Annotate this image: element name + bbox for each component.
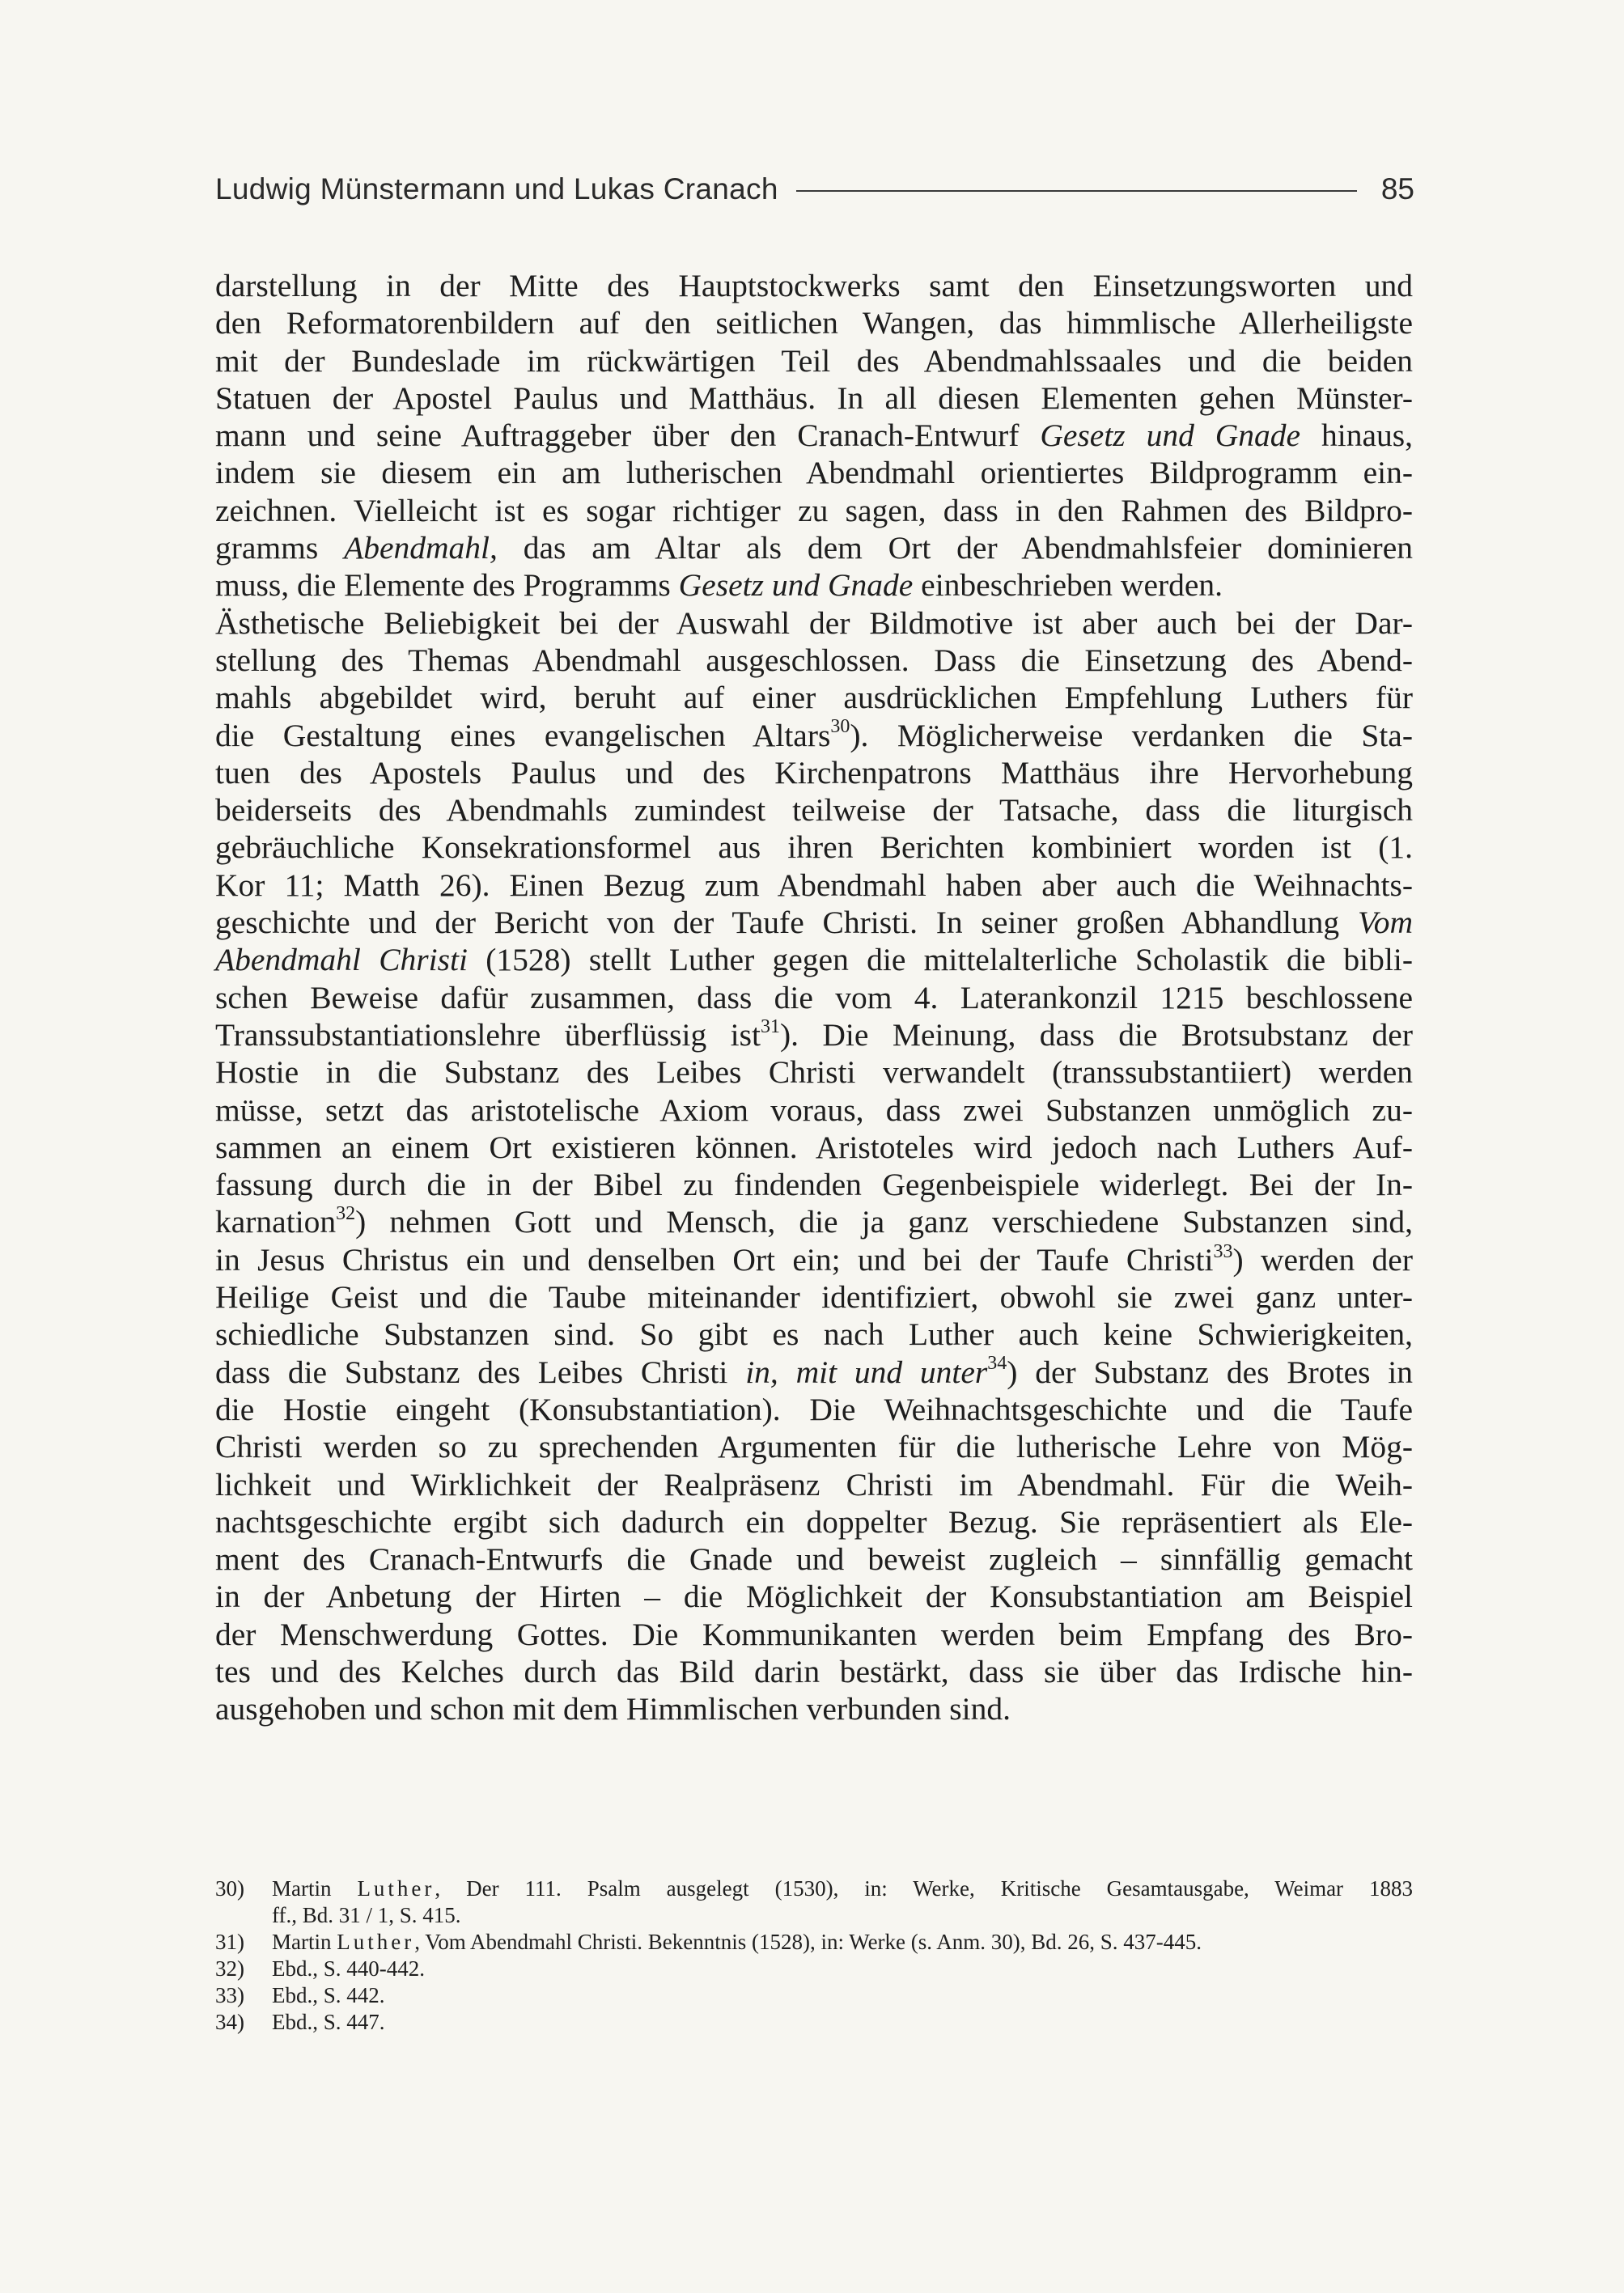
text-line xyxy=(215,454,1413,491)
footnote-text xyxy=(272,1929,1413,1956)
italic-title: Vom xyxy=(1357,905,1413,941)
text-line xyxy=(215,267,1413,304)
text-segment: darstellung in der Mitte des Hauptstockwerks samt den Einsetzungsworten und xyxy=(215,268,1413,303)
text-line xyxy=(215,1578,1413,1615)
text-segment: Martin xyxy=(272,1876,358,1901)
footnote-number: 30) xyxy=(215,1876,244,1901)
text-segment: Christi werden so zu sprechenden Argumenten für die lutherische Lehre von Mög- xyxy=(215,1429,1413,1465)
text-segment: gebräuchliche Konsekrationsformel aus ihren Berichten kombiniert worden ist (1. xyxy=(215,829,1413,866)
text-line xyxy=(215,867,1413,904)
text-segment: Ebd., S. 442. xyxy=(272,1983,385,2007)
text-segment: einbeschrieben werden. xyxy=(913,567,1223,604)
footnote-line xyxy=(272,1956,1413,1982)
text-line xyxy=(215,566,1413,604)
footnote-text xyxy=(272,1876,1413,1929)
footnote-reference: 31 xyxy=(760,1015,780,1037)
text-line xyxy=(215,604,1413,642)
text-segment: müsse, setzt das aristotelische Axiom voraus, dass zwei Substanzen unmöglich zu- xyxy=(215,1091,1413,1128)
footnote-text xyxy=(272,1982,1413,2009)
text-segment: die Hostie eingeht (Konsubstantiation). Die Weihnachtsgeschichte und die Taufe xyxy=(215,1391,1413,1427)
text-segment: mahls abgebildet wird, beruht auf einer ausdrücklichen Empfehlung Luthers für xyxy=(215,680,1413,716)
text-segment: lichkeit und Wirklichkeit der Realpräsenz Christi im Abendmahl. Für die Weih- xyxy=(215,1466,1413,1503)
footnote-reference: 34 xyxy=(987,1353,1007,1375)
text-line xyxy=(215,1541,1413,1578)
text-segment: Ebd., S. 447. xyxy=(272,2010,385,2034)
text-line xyxy=(215,979,1413,1016)
text-segment: indem sie diesem ein am lutherischen Abendmahl orientiertes Bildprogramm ein- xyxy=(215,455,1413,491)
running-head-rule xyxy=(796,190,1357,192)
footnote-number: 33) xyxy=(215,1983,244,2007)
footnote-line xyxy=(272,1876,1413,1902)
text-line xyxy=(215,791,1413,829)
text-line xyxy=(215,1354,1413,1391)
text-segment: ) der Substanz des Brotes in xyxy=(1007,1354,1413,1390)
text-line xyxy=(215,1129,1413,1166)
text-segment: , Vom Abendmahl Christi. Bekenntnis (1528), in: Werke (s. Anm. 30), Bd. 26, S. 437-445. xyxy=(414,1930,1202,1954)
footnote-text xyxy=(272,1956,1413,1982)
text-segment: Kor 11; Matth 26). Einen Bezug zum Abendmahl haben aber auch die Weihnachts- xyxy=(215,867,1413,903)
text-segment: Ästhetische Beliebigkeit bei der Auswahl der Bildmotive ist aber auch bei der Dar- xyxy=(215,604,1413,641)
footnote xyxy=(215,1929,1413,1956)
text-segment: (1528) stellt Luther gegen die mittelalterliche Scholastik die bibli- xyxy=(467,942,1413,978)
footnotes xyxy=(215,1876,1413,2036)
footnote-reference: 33 xyxy=(1213,1240,1233,1262)
italic-title: Gesetz und Gnade xyxy=(678,567,914,604)
footnote xyxy=(215,1982,1413,2009)
italic-title: Abendmahl Christi xyxy=(215,942,468,978)
text-segment: schiedliche Substanzen sind. So gibt es nach Luther auch keine Schwierigkeiten, xyxy=(215,1316,1413,1353)
text-segment: fassung durch die in der Bibel zu findenden Gegenbeispiele widerlegt. Bei der In- xyxy=(215,1167,1413,1203)
text-segment: sammen an einem Ort existieren können. Aristoteles wird jedoch nach Luthers Auf- xyxy=(215,1129,1413,1165)
text-segment: karnation xyxy=(215,1204,337,1240)
text-segment: Martin xyxy=(272,1930,337,1954)
text-line xyxy=(215,904,1413,941)
text-segment: stellung des Themas Abendmahl ausgeschlossen. Dass die Einsetzung des Abend- xyxy=(215,642,1413,678)
text-segment: gramms xyxy=(215,530,345,566)
footnote xyxy=(215,2009,1413,2036)
text-segment: ). Die Meinung, dass die Brotsubstanz der xyxy=(779,1016,1413,1053)
author-name: Luther xyxy=(337,1930,415,1954)
text-line xyxy=(215,1391,1413,1428)
text-segment: schen Beweise dafür zusammen, dass die vom 4. Laterankonzil 1215 beschlossene xyxy=(215,979,1413,1015)
text-segment: ) nehmen Gott und Mensch, die ja ganz verschiedene Substanzen sind, xyxy=(355,1204,1413,1240)
footnote-line xyxy=(272,1929,1413,1956)
text-segment: muss, die Elemente des Programms xyxy=(215,567,679,604)
footnote-number: 32) xyxy=(215,1956,244,1981)
text-line xyxy=(215,1241,1413,1278)
text-line xyxy=(215,1690,1413,1727)
text-segment: den Reformatorenbildern auf den seitlichen Wangen, das himmlische Allerheiligste xyxy=(215,305,1413,341)
italic-title: in, mit und unter xyxy=(745,1354,988,1390)
text-line xyxy=(215,754,1413,791)
text-segment: nachtsgeschichte ergibt sich dadurch ein doppelter Bezug. Sie repräsentiert als Ele- xyxy=(215,1503,1413,1540)
text-line xyxy=(215,642,1413,679)
text-line xyxy=(215,379,1413,417)
footnote-line xyxy=(272,1902,1413,1929)
footnote-reference: 32 xyxy=(336,1203,356,1225)
text-segment: hinaus, xyxy=(1300,417,1413,454)
footnote-number: 34) xyxy=(215,2010,244,2034)
text-segment: beiderseits des Abendmahls zumindest teilweise der Tatsache, dass die liturgisch xyxy=(215,792,1413,829)
text-line xyxy=(215,1166,1413,1203)
text-segment: Hostie in die Substanz des Leibes Christi verwandelt (transsubstantiiert) werden xyxy=(215,1054,1413,1091)
text-line xyxy=(215,304,1413,341)
text-segment: die Gestaltung eines evangelischen Altars xyxy=(215,717,831,753)
text-segment: mit der Bundeslade im rückwärtigen Teil des Abendmahlssaales und die beiden xyxy=(215,342,1413,379)
text-line xyxy=(215,417,1413,454)
text-segment: in der Anbetung der Hirten – die Möglichkeit der Konsubstantiation am Beispiel xyxy=(215,1579,1413,1615)
text-line xyxy=(215,679,1413,716)
text-segment: dass die Substanz des Leibes Christi xyxy=(215,1354,746,1390)
text-segment: mann und seine Auftraggeber über den Cranach-Entwurf xyxy=(215,417,1041,454)
text-line xyxy=(215,829,1413,866)
text-segment: Heilige Geist und die Taube miteinander identifiziert, obwohl sie zwei ganz unter- xyxy=(215,1279,1413,1316)
text-line xyxy=(215,1428,1413,1465)
text-segment: das am Altar als dem Ort der Abendmahlsfeier dominieren xyxy=(497,530,1413,566)
text-line xyxy=(215,1503,1413,1541)
footnote xyxy=(215,1956,1413,1982)
author-name: Luther xyxy=(357,1876,435,1901)
text-segment: ) werden der xyxy=(1232,1241,1413,1278)
text-line xyxy=(215,1316,1413,1353)
footnote-text xyxy=(272,2009,1413,2036)
text-segment: , Der 111. Psalm ausgelegt (1530), in: Werke, Kritische Gesamtausgabe, Weimar 1883 xyxy=(435,1876,1413,1901)
italic-title: Abendmahl, xyxy=(344,530,498,566)
text-line xyxy=(215,1016,1413,1053)
text-segment: der Menschwerdung Gottes. Die Kommunikanten werden beim Empfang des Bro- xyxy=(215,1616,1413,1652)
text-line xyxy=(215,492,1413,529)
running-head xyxy=(215,167,1414,212)
page-number: 85 xyxy=(1380,172,1414,206)
italic-title: Gesetz und Gnade xyxy=(1040,417,1301,454)
text-segment: ausgehoben und schon mit dem Himmlischen verbunden sind. xyxy=(215,1691,1011,1727)
text-line xyxy=(215,529,1413,566)
text-segment: Transsubstantiationslehre überflüssig ist xyxy=(215,1016,761,1053)
text-line xyxy=(215,1616,1413,1653)
footnote-line xyxy=(272,1982,1413,2009)
text-line xyxy=(215,1053,1413,1091)
text-segment: in Jesus Christus ein und denselben Ort ein; und bei der Taufe Christi xyxy=(215,1241,1214,1278)
footnote-reference: 30 xyxy=(830,716,850,738)
text-segment: Statuen der Apostel Paulus und Matthäus. In all diesen Elementen gehen Münster- xyxy=(215,379,1413,416)
text-segment: ). Möglicherweise verdanken die Sta- xyxy=(850,717,1413,753)
text-line xyxy=(215,342,1413,379)
footnote-number: 31) xyxy=(215,1930,244,1954)
text-segment: ment des Cranach-Entwurfs die Gnade und beweist zugleich – sinnfällig gemacht xyxy=(215,1541,1413,1578)
text-line xyxy=(215,1466,1413,1503)
footnote-line xyxy=(272,2009,1413,2036)
body-text xyxy=(215,267,1413,1728)
text-segment: ff., Bd. 31 / 1, S. 415. xyxy=(272,1903,461,1927)
text-segment: tuen des Apostels Paulus und des Kirchenpatrons Matthäus ihre Hervorhebung xyxy=(215,754,1413,790)
text-segment: Ebd., S. 440-442. xyxy=(272,1956,425,1981)
text-line xyxy=(215,1653,1413,1690)
text-line xyxy=(215,941,1413,978)
text-line xyxy=(215,1091,1413,1129)
text-line xyxy=(215,717,1413,754)
text-line xyxy=(215,1278,1413,1316)
text-line xyxy=(215,1203,1413,1240)
text-segment: geschichte und der Bericht von der Taufe Christi. In seiner großen Abhandlung xyxy=(215,905,1358,941)
running-head-title: Ludwig Münstermann und Lukas Cranach xyxy=(215,172,778,206)
text-segment: zeichnen. Vielleicht ist es sogar richtiger zu sagen, dass in den Rahmen des Bildpro- xyxy=(215,492,1413,528)
text-segment: tes und des Kelches durch das Bild darin bestärkt, dass sie über das Irdische hin- xyxy=(215,1653,1413,1689)
footnote xyxy=(215,1876,1413,1929)
